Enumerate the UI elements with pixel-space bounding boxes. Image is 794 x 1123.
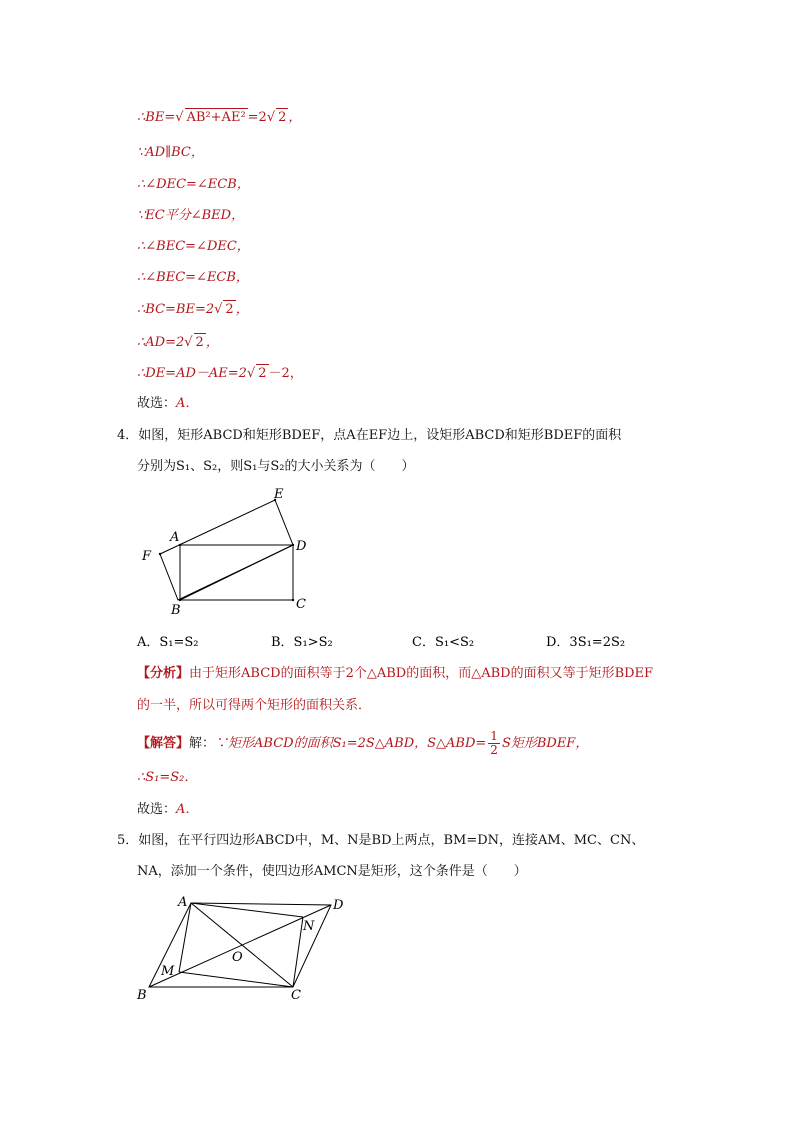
- solution-line-1: ∴BE=√ AB²+AE² =2√ 2 ，: [137, 110, 302, 125]
- q4-option-b[interactable]: B．S₁>S₂: [271, 635, 333, 650]
- q4-analysis-line-2: 的一半，所以可得两个矩形的面积关系．: [137, 698, 372, 713]
- solution-line-7: ∴BC=BE=2√ 2 ，: [137, 302, 249, 317]
- label-b: B: [137, 988, 147, 1003]
- solution-line-5: ∴∠BEC=∠DEC，: [137, 239, 250, 254]
- q4-stem-line-2: 分别为S₁、S₂，则S₁与S₂的大小关系为（ ）: [137, 459, 415, 474]
- label-f: F: [142, 549, 152, 564]
- segment-mc: [179, 972, 293, 987]
- solution-line-4: ∵EC平分∠BED，: [137, 208, 245, 223]
- segment-am: [179, 903, 191, 972]
- diagonal-bd: [149, 905, 331, 987]
- solution-line-3: ∴∠DEC=∠ECB，: [137, 177, 250, 192]
- q4-choice: 故选：A．: [137, 802, 199, 817]
- solution-line-6: ∴∠BEC=∠ECB，: [137, 270, 249, 285]
- diagonal-ac: [191, 903, 293, 987]
- solution-line-2: ∵AD∥BC，: [137, 145, 204, 160]
- label-c: C: [296, 597, 306, 612]
- label-d: D: [296, 539, 307, 554]
- q4-option-a[interactable]: A．S₁=S₂: [137, 635, 199, 650]
- solution-line-9: ∴DE=AD－AE=2√ 2 －2，: [137, 366, 303, 381]
- q5-stem-line-2: NA，添加一个条件，使四边形AMCN是矩形，这个条件是（ ）: [137, 864, 527, 879]
- label-d: D: [333, 898, 344, 913]
- q4-analysis-line-1: 【分析】由于矩形ABCD的面积等于2个△ABD的面积，而△ABD的面积又等于矩形BDEF: [137, 666, 654, 681]
- label-a: A: [178, 895, 188, 910]
- label-n: N: [303, 919, 315, 934]
- segment-na: [191, 903, 303, 917]
- diagonal-bd: [180, 545, 293, 600]
- label-o: O: [232, 950, 243, 965]
- label-m: M: [161, 964, 175, 979]
- q4-conclusion: ∴S₁=S₂．: [137, 770, 198, 785]
- q4-solution-line: 【解答】解：∵矩形ABCD的面积S₁=2S△ABD，S△ABD= $\frac{1}{2}$ S矩形BDEF，: [137, 729, 589, 757]
- label-c: C: [291, 988, 301, 1003]
- q4-figure: [135, 488, 355, 618]
- q4-option-c[interactable]: C．S₁<S₂: [412, 635, 475, 650]
- q5-stem-line-1: 5．如图，在平行四边形ABCD中，M、N是BD上两点，BM=DN，连接AM、MC、CN、: [117, 833, 645, 848]
- label-e: E: [274, 488, 284, 502]
- q5-figure: [133, 893, 353, 1008]
- solution-choice: 故选：A．: [137, 396, 199, 411]
- q4-option-d[interactable]: D．3S₁=2S₂: [546, 635, 626, 650]
- q4-stem-line-1: 4．如图，矩形ABCD和矩形BDEF，点A在EF边上，设矩形ABCD和矩形BDEF的面积: [117, 428, 622, 443]
- label-a: A: [170, 530, 180, 545]
- label-b: B: [171, 603, 181, 618]
- solution-line-8: ∴AD=2√ 2 ，: [137, 335, 219, 350]
